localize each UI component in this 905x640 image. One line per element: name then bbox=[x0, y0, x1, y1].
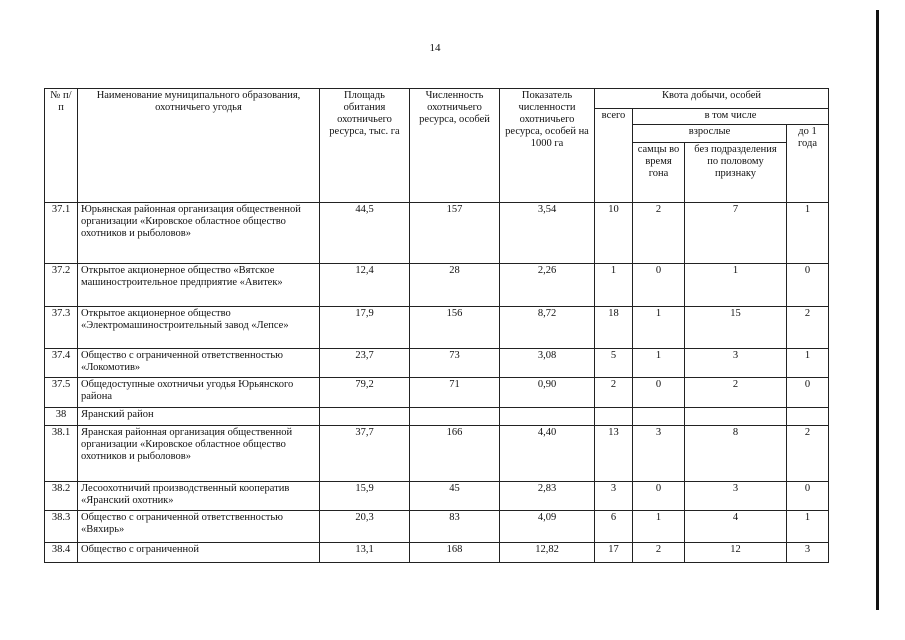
cell-num: 37.2 bbox=[45, 264, 78, 307]
cell-males: 0 bbox=[633, 378, 685, 408]
cell-density: 3,54 bbox=[500, 203, 595, 264]
cell-males: 2 bbox=[633, 203, 685, 264]
cell-nosex: 4 bbox=[685, 511, 787, 543]
cell-count bbox=[410, 408, 500, 426]
table-row bbox=[45, 543, 829, 563]
cell-nosex: 3 bbox=[685, 482, 787, 511]
cell-num: 38 bbox=[45, 408, 78, 426]
table-row bbox=[45, 511, 829, 543]
cell-density: 8,72 bbox=[500, 307, 595, 349]
table-row bbox=[45, 482, 829, 511]
cell-name: Лесоохотничий производственный кооператив «Яранский охотник» bbox=[78, 482, 320, 511]
cell-nosex bbox=[685, 408, 787, 426]
cell-area: 37,7 bbox=[320, 426, 410, 482]
cell-total: 2 bbox=[595, 378, 633, 408]
cell-name: Общество с ограниченной ответственностью «Локомотив» bbox=[78, 349, 320, 378]
cell-under1: 0 bbox=[787, 482, 829, 511]
cell-num: 37.4 bbox=[45, 349, 78, 378]
table-row bbox=[45, 264, 829, 307]
cell-density: 2,26 bbox=[500, 264, 595, 307]
cell-area bbox=[320, 408, 410, 426]
cell-name: Общество с ограниченной bbox=[78, 543, 320, 563]
cell-num: 38.1 bbox=[45, 426, 78, 482]
cell-count: 166 bbox=[410, 426, 500, 482]
cell-males: 2 bbox=[633, 543, 685, 563]
cell-density: 3,08 bbox=[500, 349, 595, 378]
header-count: Численность охотничьего ресурса, особей bbox=[410, 89, 500, 203]
cell-males: 1 bbox=[633, 349, 685, 378]
cell-nosex: 3 bbox=[685, 349, 787, 378]
cell-num: 38.3 bbox=[45, 511, 78, 543]
cell-name: Яранский район bbox=[78, 408, 320, 426]
cell-count: 73 bbox=[410, 349, 500, 378]
cell-count: 157 bbox=[410, 203, 500, 264]
cell-under1: 2 bbox=[787, 307, 829, 349]
cell-males: 0 bbox=[633, 264, 685, 307]
header-males: самцы во время гона bbox=[633, 143, 685, 203]
header-nosex: без подразделения по половому признаку bbox=[685, 143, 787, 203]
page-edge-bar bbox=[876, 10, 879, 610]
cell-density: 4,09 bbox=[500, 511, 595, 543]
cell-name: Открытое акционерное общество «Электромашиностроительный завод «Лепсе» bbox=[78, 307, 320, 349]
header-area: Площадь обитания охотничьего ресурса, тыс. га bbox=[320, 89, 410, 203]
cell-area: 17,9 bbox=[320, 307, 410, 349]
table-row bbox=[45, 349, 829, 378]
cell-under1: 2 bbox=[787, 426, 829, 482]
cell-nosex: 2 bbox=[685, 378, 787, 408]
cell-count: 156 bbox=[410, 307, 500, 349]
cell-name: Юрьянская районная организация общественной организации «Кировское областное общество охотников и рыболовов» bbox=[78, 203, 320, 264]
cell-count: 83 bbox=[410, 511, 500, 543]
table-row bbox=[45, 307, 829, 349]
cell-total: 18 bbox=[595, 307, 633, 349]
table-row bbox=[45, 378, 829, 408]
header-under1: до 1 года bbox=[787, 125, 829, 203]
cell-under1: 1 bbox=[787, 203, 829, 264]
page-number: 14 bbox=[429, 42, 441, 54]
cell-nosex: 8 bbox=[685, 426, 787, 482]
header-adults: взрослые bbox=[633, 125, 787, 143]
cell-males: 3 bbox=[633, 426, 685, 482]
cell-males bbox=[633, 408, 685, 426]
cell-area: 15,9 bbox=[320, 482, 410, 511]
cell-total bbox=[595, 408, 633, 426]
cell-num: 38.2 bbox=[45, 482, 78, 511]
cell-density bbox=[500, 408, 595, 426]
cell-total: 17 bbox=[595, 543, 633, 563]
cell-nosex: 12 bbox=[685, 543, 787, 563]
cell-nosex: 7 bbox=[685, 203, 787, 264]
table-row bbox=[45, 408, 829, 426]
cell-area: 23,7 bbox=[320, 349, 410, 378]
cell-density: 12,82 bbox=[500, 543, 595, 563]
cell-under1: 3 bbox=[787, 543, 829, 563]
cell-name: Общедоступные охотничьи угодья Юрьянского района bbox=[78, 378, 320, 408]
cell-total: 3 bbox=[595, 482, 633, 511]
cell-total: 10 bbox=[595, 203, 633, 264]
cell-total: 5 bbox=[595, 349, 633, 378]
quota-table bbox=[44, 88, 829, 563]
cell-total: 6 bbox=[595, 511, 633, 543]
cell-males: 1 bbox=[633, 511, 685, 543]
cell-nosex: 15 bbox=[685, 307, 787, 349]
header-name: Наименование муниципального образования, охотничьего угодья bbox=[78, 89, 320, 203]
cell-count: 71 bbox=[410, 378, 500, 408]
cell-under1: 1 bbox=[787, 511, 829, 543]
cell-area: 20,3 bbox=[320, 511, 410, 543]
table-row bbox=[45, 426, 829, 482]
cell-under1: 0 bbox=[787, 378, 829, 408]
cell-under1: 0 bbox=[787, 264, 829, 307]
cell-area: 13,1 bbox=[320, 543, 410, 563]
cell-num: 37.1 bbox=[45, 203, 78, 264]
cell-count: 28 bbox=[410, 264, 500, 307]
cell-name: Яранская районная организация общественной организации «Кировское областное общество охотников и рыболовов» bbox=[78, 426, 320, 482]
header-including: в том числе bbox=[633, 109, 829, 125]
cell-density: 4,40 bbox=[500, 426, 595, 482]
cell-nosex: 1 bbox=[685, 264, 787, 307]
cell-num: 38.4 bbox=[45, 543, 78, 563]
cell-males: 0 bbox=[633, 482, 685, 511]
cell-count: 168 bbox=[410, 543, 500, 563]
cell-total: 13 bbox=[595, 426, 633, 482]
cell-num: 37.5 bbox=[45, 378, 78, 408]
cell-count: 45 bbox=[410, 482, 500, 511]
table-body bbox=[45, 203, 829, 563]
cell-under1: 1 bbox=[787, 349, 829, 378]
header-density: Показатель численности охотничьего ресурса, особей на 1000 га bbox=[500, 89, 595, 203]
cell-area: 12,4 bbox=[320, 264, 410, 307]
cell-males: 1 bbox=[633, 307, 685, 349]
cell-area: 44,5 bbox=[320, 203, 410, 264]
header-quota: Квота добычи, особей bbox=[595, 89, 829, 109]
cell-name: Открытое акционерное общество «Вятское машиностроительное предприятие «Авитек» bbox=[78, 264, 320, 307]
cell-num: 37.3 bbox=[45, 307, 78, 349]
table-row bbox=[45, 203, 829, 264]
cell-total: 1 bbox=[595, 264, 633, 307]
cell-density: 0,90 bbox=[500, 378, 595, 408]
cell-under1 bbox=[787, 408, 829, 426]
cell-area: 79,2 bbox=[320, 378, 410, 408]
cell-density: 2,83 bbox=[500, 482, 595, 511]
header-total: всего bbox=[595, 109, 633, 203]
cell-name: Общество с ограниченной ответственностью «Вяхирь» bbox=[78, 511, 320, 543]
header-num: № п/п bbox=[45, 89, 78, 203]
table-header bbox=[45, 89, 829, 203]
